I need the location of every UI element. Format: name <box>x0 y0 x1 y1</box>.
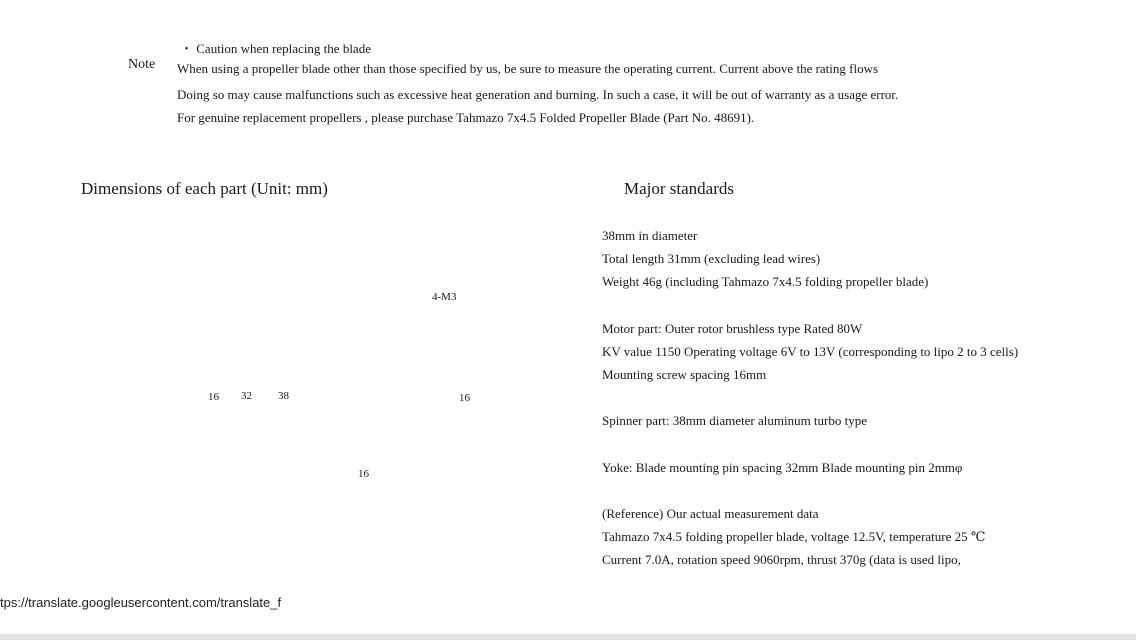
dim-label-right-16: 16 <box>459 392 470 404</box>
spec-line: KV value 1150 Operating voltage 6V to 13V (corresponding to lipo 2 to 3 cells) <box>602 344 1019 359</box>
note-line-2: Doing so may cause malfunctions such as excessive heat generation and burning. In such a case, it will be out of warranty as a usage error. <box>177 87 899 102</box>
caution-heading: ・ Caution when replacing the blade <box>180 41 371 56</box>
bottom-divider <box>0 634 1136 640</box>
dim-label-bottom-16: 16 <box>358 468 369 480</box>
page-url: tps://translate.googleusercontent.com/translate_f <box>0 595 282 610</box>
dim-label-38: 38 <box>278 390 289 402</box>
note-line-1: When using a propeller blade other than those specified by us, be sure to measure the operating current. Current above the rating flows <box>177 61 879 76</box>
spec-line: Mounting screw spacing 16mm <box>602 367 767 382</box>
standards-heading: Major standards <box>624 179 735 198</box>
spec-line: Current 7.0A, rotation speed 9060rpm, thrust 370g (data is used lipo, <box>602 552 961 567</box>
spec-line: Total length 31mm (excluding lead wires) <box>602 251 821 266</box>
spec-line: Tahmazo 7x4.5 folding propeller blade, voltage 12.5V, temperature 25 ℃ <box>602 529 986 544</box>
spec-line: Weight 46g (including Tahmazo 7x4.5 folding propeller blade) <box>602 274 929 289</box>
dimensions-heading: Dimensions of each part (Unit: mm) <box>81 179 328 198</box>
dim-label-16: 16 <box>208 391 219 403</box>
spec-line: (Reference) Our actual measurement data <box>602 506 819 521</box>
spec-line: Spinner part: 38mm diameter aluminum turbo type <box>602 413 868 428</box>
note-line-3: For genuine replacement propellers , please purchase Tahmazo 7x4.5 Folded Propeller Blade (Part No. 48691). <box>177 110 755 125</box>
dim-label-4-m3: 4-M3 <box>432 291 457 303</box>
spec-line: Motor part: Outer rotor brushless type Rated 80W <box>602 321 863 336</box>
spec-line: 38mm in diameter <box>602 228 698 243</box>
spec-line: Yoke: Blade mounting pin spacing 32mm Blade mounting pin 2mmφ <box>602 460 963 475</box>
note-label: Note <box>128 57 156 72</box>
dim-label-32: 32 <box>241 390 252 402</box>
